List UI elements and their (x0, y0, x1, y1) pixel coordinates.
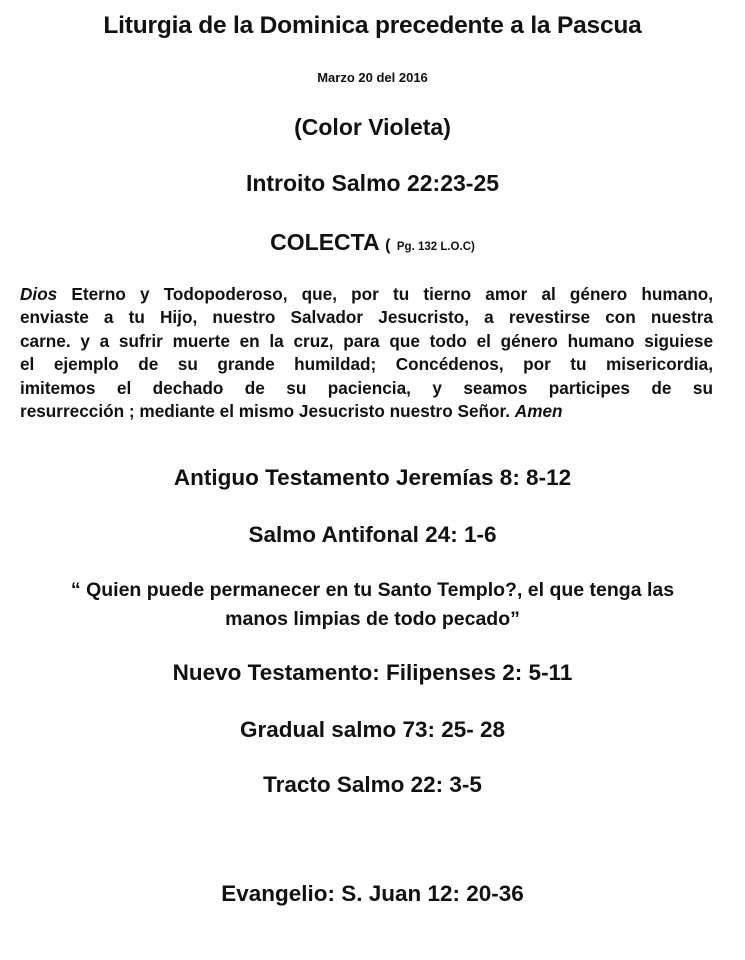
prayer-line: imitemos el dechado de su paciencia, y seamos participes de su (20, 377, 713, 398)
prayer-line: enviaste a tu Hijo, nuestro Salvador Jesucristo, a revestirse con nuestra (20, 307, 713, 328)
nuevo-testamento-heading: Nuevo Testamento: Filipenses 2: 5-11 (172, 660, 573, 685)
prayer-line: el ejemplo de su grande humildad; Concédenos, por tu misericordia, (20, 354, 713, 375)
antiphon-line-2: manos limpias de todo pecado” (225, 608, 520, 630)
date-line: Marzo 20 del 2016 (317, 70, 428, 85)
colecta-open-paren: ( (385, 237, 391, 254)
prayer-lead-word: Dios (20, 284, 58, 304)
antiphon-line-1: “ Quien puede permanecer en tu Santo Templo?, el que tenga las (70, 579, 675, 601)
colecta-page-ref: Pg. 132 L.O.C) (396, 241, 475, 253)
introito-heading: Introito Salmo 22:23-25 (245, 170, 500, 196)
antiphon-quote (0, 576, 745, 634)
page-title: Liturgia de la Dominica precedente a la Pascua (103, 12, 642, 39)
gradual-heading: Gradual salmo 73: 25- 28 (239, 717, 506, 742)
prayer-closing-word: Amen (514, 400, 563, 421)
collect-prayer (20, 283, 713, 423)
colecta-heading (0, 229, 745, 256)
prayer-line: Dios Eterno y Todopoderoso, que, por tu tierno amor al género humano, (20, 284, 713, 304)
antiguo-testamento-heading: Antiguo Testamento Jeremías 8: 8-12 (173, 465, 572, 490)
prayer-line: resurrección ; mediante el mismo Jesucristo nuestro Señor. Amen (20, 400, 563, 421)
tracto-heading: Tracto Salmo 22: 3-5 (263, 772, 482, 797)
colecta-label: COLECTA (270, 229, 379, 255)
prayer-line: carne. y a sufrir muerte en la cruz, para que todo el género humano siguiese (20, 330, 713, 351)
evangelio-heading: Evangelio: S. Juan 12: 20-36 (221, 881, 524, 906)
liturgical-color: (Color Violeta) (294, 114, 451, 140)
salmo-antifonal-heading: Salmo Antifonal 24: 1-6 (248, 522, 497, 547)
